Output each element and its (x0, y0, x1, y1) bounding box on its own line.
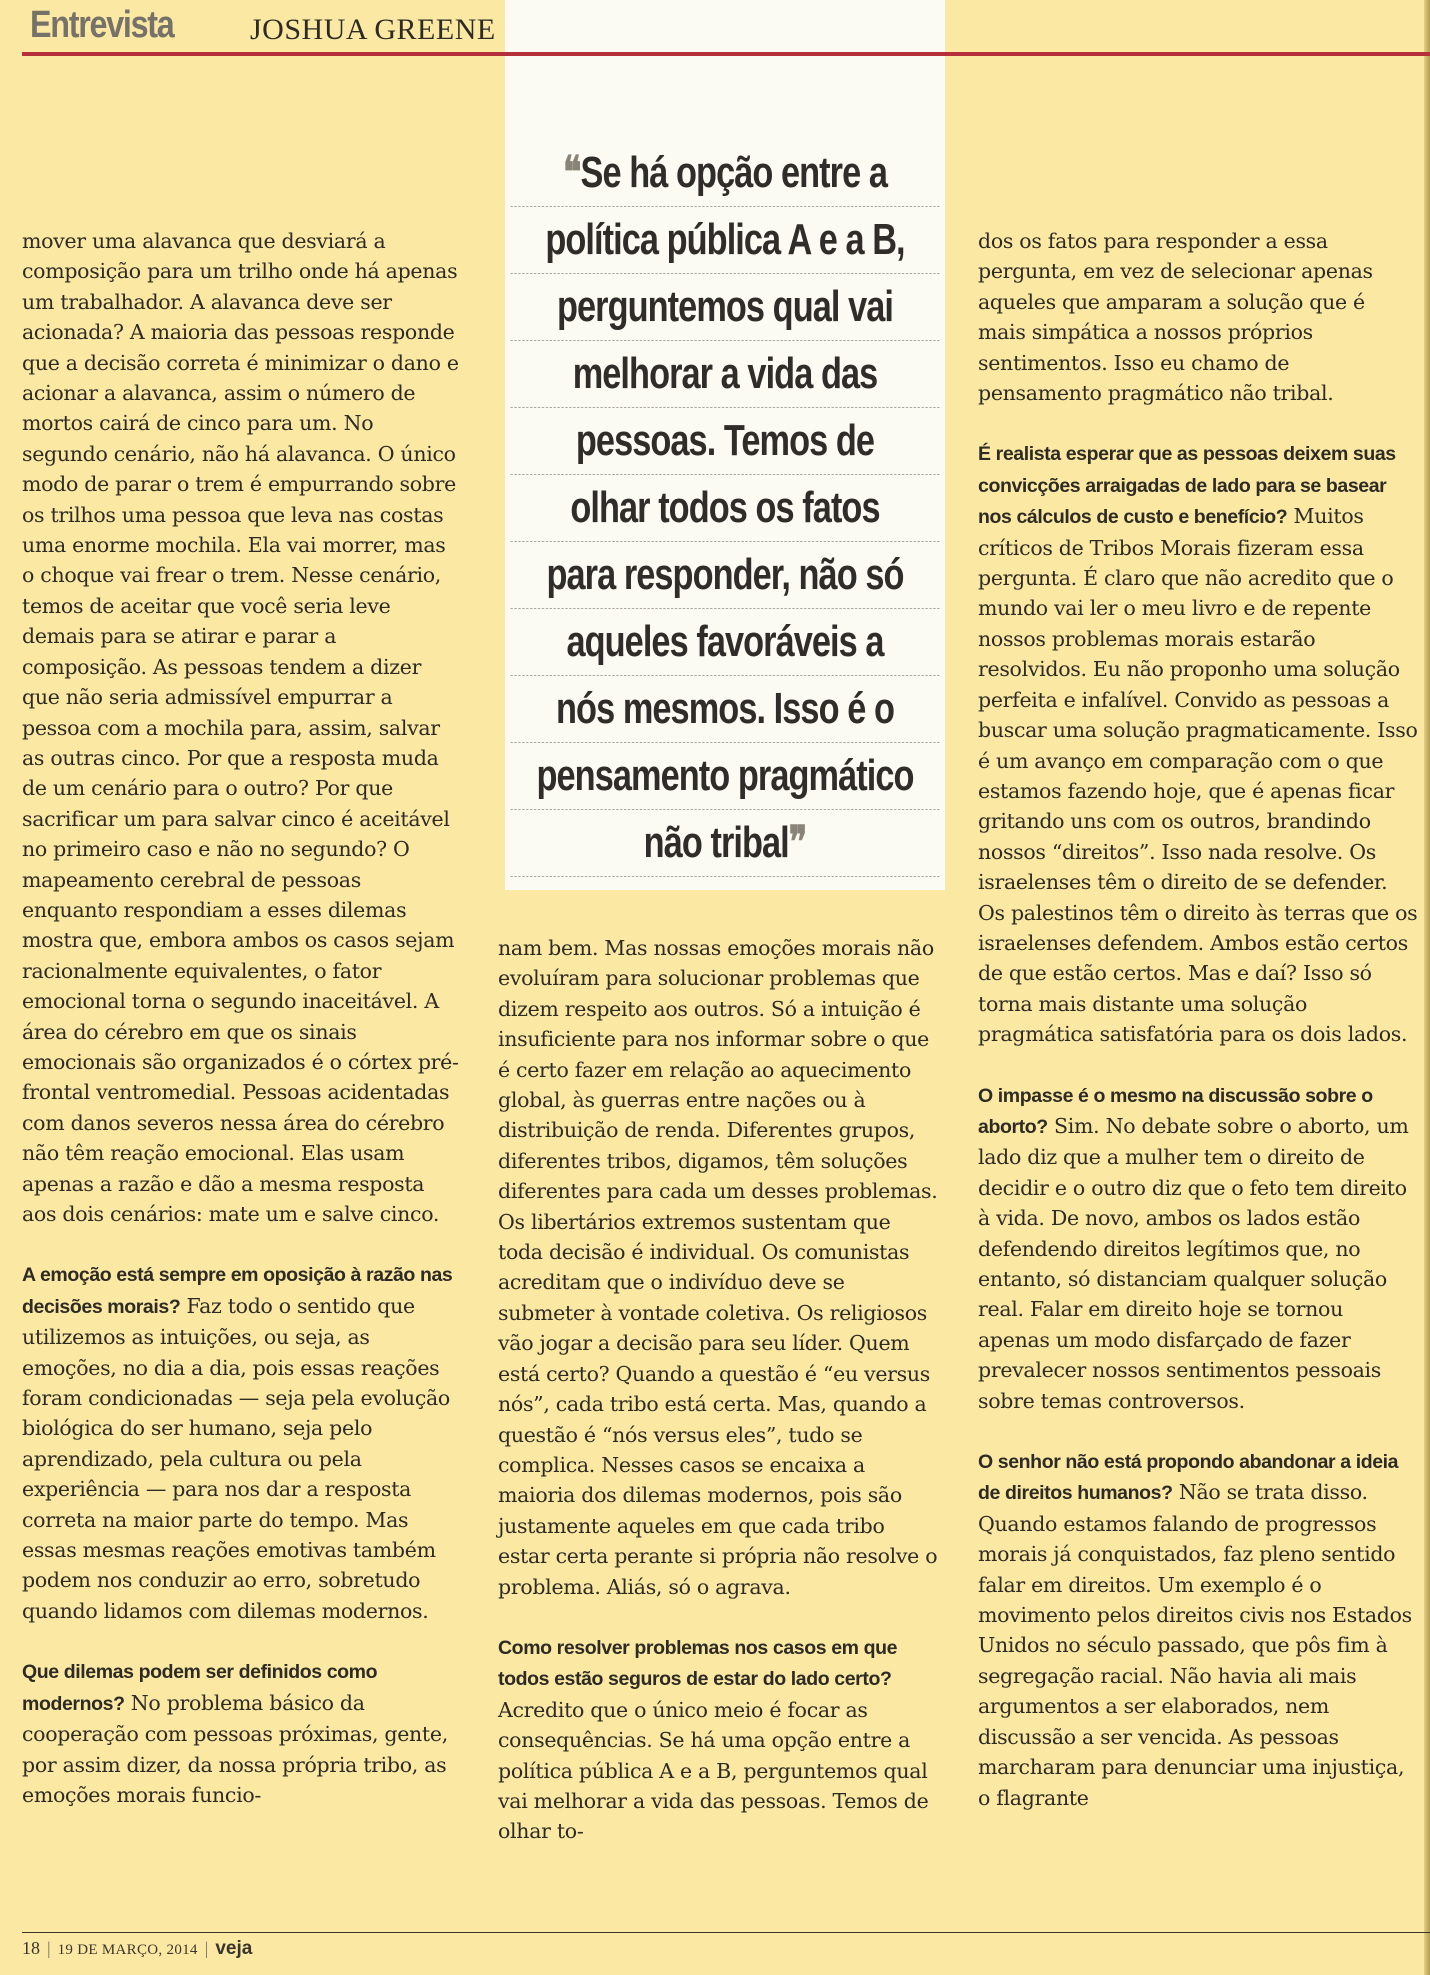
interview-question: A emoção está sempre em oposição à razão nas decisões morais? (22, 1264, 453, 1318)
paragraph-text: mover uma alavanca que desviará a composição para um trilho onde há apenas um trabalhador. A alavanca deve ser acionada? A maioria das pessoas responde que a decisão correta é minimizar o dano e acionar a alavanca, assim o número de mortos cairá de cinco para um. No segundo cenário, não há alavanca. O único modo de parar o trem é empurrando sobre os trilhos uma pessoa que leva nas costas uma enorme mochila. Ela vai morrer, mas o choque vai frear o trem. Nesse cenário, temos de aceitar que você seria leve demais para se atirar e parar a composição. As pessoas tendem a dizer que não seria admissível empurrar a pessoa com a mochila para, assim, salvar as outras cinco. Por que a resposta muda de um cenário para o outro? Por que sacrificar um para salvar cinco é aceitável no primeiro caso e não no segundo? O mapeamento cerebral de pessoas enquanto respondiam a esses dilemas mostra que, embora ambos os casos sejam racionalmente equivalentes, o fator emocional torna o segundo inaceitável. A área do cérebro em que os sinais emocionais são organizados é o córtex pré-frontal ventromedial. Pessoas acidentadas com danos severos nessa área do cérebro não têm reação emocional. Elas usam apenas a razão e dão a mesma resposta aos dois cenários: mate um e salve cinco. (22, 229, 459, 1226)
interview-answer: Acredito que o único meio é focar as consequências. Se há uma opção entre a política pública A e a B, perguntemos qual vai melhorar a vida das pessoas. Temos de olhar to- (498, 1697, 929, 1844)
header-rule (22, 52, 1430, 56)
interview-question: O impasse é o mesmo na discussão sobre o aborto? (978, 1084, 1373, 1138)
paragraph-text: nam bem. Mas nossas emoções morais não evoluíram para solucionar problemas que dizem respeito aos outros. Só a intuição é insuficiente para nos informar sobre o que é certo fazer em relação ao aquecimento global, às guerras entre nações ou à distribuição de renda. Diferentes grupos, diferentes tribos, digamos, têm soluções diferentes para cada um desses problemas. Os libertários extremos sustentam que toda decisão é individual. Os comunistas acreditam que o indivíduo deve se submeter à vontade coletiva. Os religiosos vão jogar a decisão para seu líder. Quem está certo? Quando a questão é “eu versus nós”, cada tribo está certa. Mas, quando a questão é “nós versus eles”, tudo se complica. Nesses casos se encaixa a maioria dos dilemas modernos, pois são justamente aqueles em que cada tribo estar certa perante si própria não resolve o problema. Aliás, só o agrava. (498, 936, 938, 1599)
interview-answer: Não se trata disso. Quando estamos falando de progressos morais já conquistados, faz pleno sentido falar em direitos. Um exemplo é o movimento pelos direitos civis nos Estados Unidos no século passado, que pôs fim à segregação racial. Não havia ali mais argumentos a ser elaborados, nem discussão a ser vencida. As pessoas marcharam para denunciar uma injustiça, o flagrante (978, 1480, 1412, 1810)
qa-paragraph (978, 1446, 1418, 1813)
qa-paragraph (22, 1259, 462, 1626)
interview-question: Que dilemas podem ser definidos como modernos? (22, 1661, 378, 1715)
paragraph (978, 226, 1418, 408)
page-number: 18 (22, 1938, 40, 1958)
pull-quote (510, 140, 940, 877)
page-edge-shadow (1424, 0, 1430, 1975)
interview-answer: Sim. No debate sobre o aborto, um lado diz que a mulher tem o direito de decidir e o outro diz que o feto tem direito à vida. De novo, ambos os lados estão defendendo direitos legítimos que, no entanto, só distanciam qualquer solução real. Falar em direito hoje se tornou apenas um modo disfarçado de fazer prevalecer nossos sentimentos pessoais sobre temas controversos. (978, 1113, 1409, 1413)
qa-paragraph (978, 438, 1418, 1049)
interview-answer: Faz todo o sentido que utilizemos as intuições, ou seja, as emoções, no dia a dia, pois essas reações foram condicionadas — seja pela evolução biológica do ser humano, seja pelo aprendizado, pela cultura ou pela experiência — para nos dar a resposta correta na maior parte do tempo. Mas essas mesmas reações emotivas também podem nos conduzir ao erro, sobretudo quando lidamos com dilemas modernos. (22, 1293, 450, 1623)
open-quote-icon: ❝ (562, 148, 581, 197)
article-column-3 (978, 226, 1418, 1813)
pull-quote-line: política pública A e a B, (511, 207, 940, 274)
article-column-1 (22, 226, 462, 1810)
interview-question: O senhor não está propondo abandonar a ideia de direitos humanos? (978, 1451, 1399, 1505)
issue-date: 19 DE MARÇO, 2014 (57, 1942, 198, 1958)
pull-quote-line: ❝Se há opção entre a (511, 140, 940, 207)
pull-quote-line: pensamento pragmático (511, 743, 940, 810)
page-header (22, 2, 1430, 52)
interview-question: Como resolver problemas nos casos em que todos estão seguros de estar do lado certo? (498, 1636, 898, 1691)
paragraph (22, 226, 462, 1229)
paragraph-text: dos os fatos para responder a essa pergunta, em vez de selecionar apenas aqueles que amparam a solução que é mais simpática a nossos próprios sentimentos. Isso eu chamo de pensamento pragmático não tribal. (978, 229, 1373, 406)
footer-separator: | (204, 1938, 209, 1958)
paragraph (498, 933, 938, 1602)
pull-quote-line: aqueles favoráveis a (511, 609, 940, 676)
qa-paragraph (978, 1080, 1418, 1416)
page-footer (22, 1938, 252, 1960)
qa-paragraph (498, 1632, 938, 1847)
interview-question: É realista esperar que as pessoas deixem suas convicções arraigadas de lado para se basear nos cálculos de custo e benefício? (978, 443, 1396, 529)
magazine-logo: veja (215, 1938, 253, 1959)
pull-quote-line: perguntemos qual vai (511, 274, 940, 341)
interview-answer: Muitos críticos de Tribos Morais fizeram essa pergunta. É claro que não acredito que o mundo vai ler o meu livro e de repente nossos problemas morais estarão resolvidos. Eu não proponho uma solução perfeita e infalível. Convido as pessoas a buscar uma solução pragmaticamente. Isso é um avanço em comparação com o que estamos fazendo hoje, que é apenas ficar gritando uns com os outros, brandindo nossos “direitos”. Isso nada resolve. Os israelenses têm o direito de se defender. Os palestinos têm o direito às terras que os israelenses defendem. Ambos estão certos de que estão certos. Mas e daí? Isso só torna mais distante uma solução pragmática satisfatória para os dois lados. (978, 504, 1418, 1047)
qa-paragraph (22, 1656, 462, 1810)
pull-quote-line: olhar todos os fatos (511, 475, 940, 542)
section-label: Entrevista (30, 4, 174, 46)
footer-rule (22, 1932, 1430, 1933)
article-column-2 (498, 933, 938, 1847)
pull-quote-line: nós mesmos. Isso é o (511, 676, 940, 743)
pull-quote-line: melhorar a vida das (511, 341, 940, 408)
pull-quote-line: pessoas. Temos de (511, 408, 940, 475)
interview-answer: No problema básico da cooperação com pessoas próximas, gente, por assim dizer, da nossa própria tribo, as emoções morais funcio- (22, 1690, 448, 1807)
close-quote-icon: ❞ (788, 818, 807, 867)
pull-quote-line: para responder, não só (511, 542, 940, 609)
interviewee-name: JOSHUA GREENE (250, 13, 496, 46)
pull-quote-line: não tribal❞ (511, 810, 940, 877)
footer-separator: | (47, 1938, 51, 1958)
